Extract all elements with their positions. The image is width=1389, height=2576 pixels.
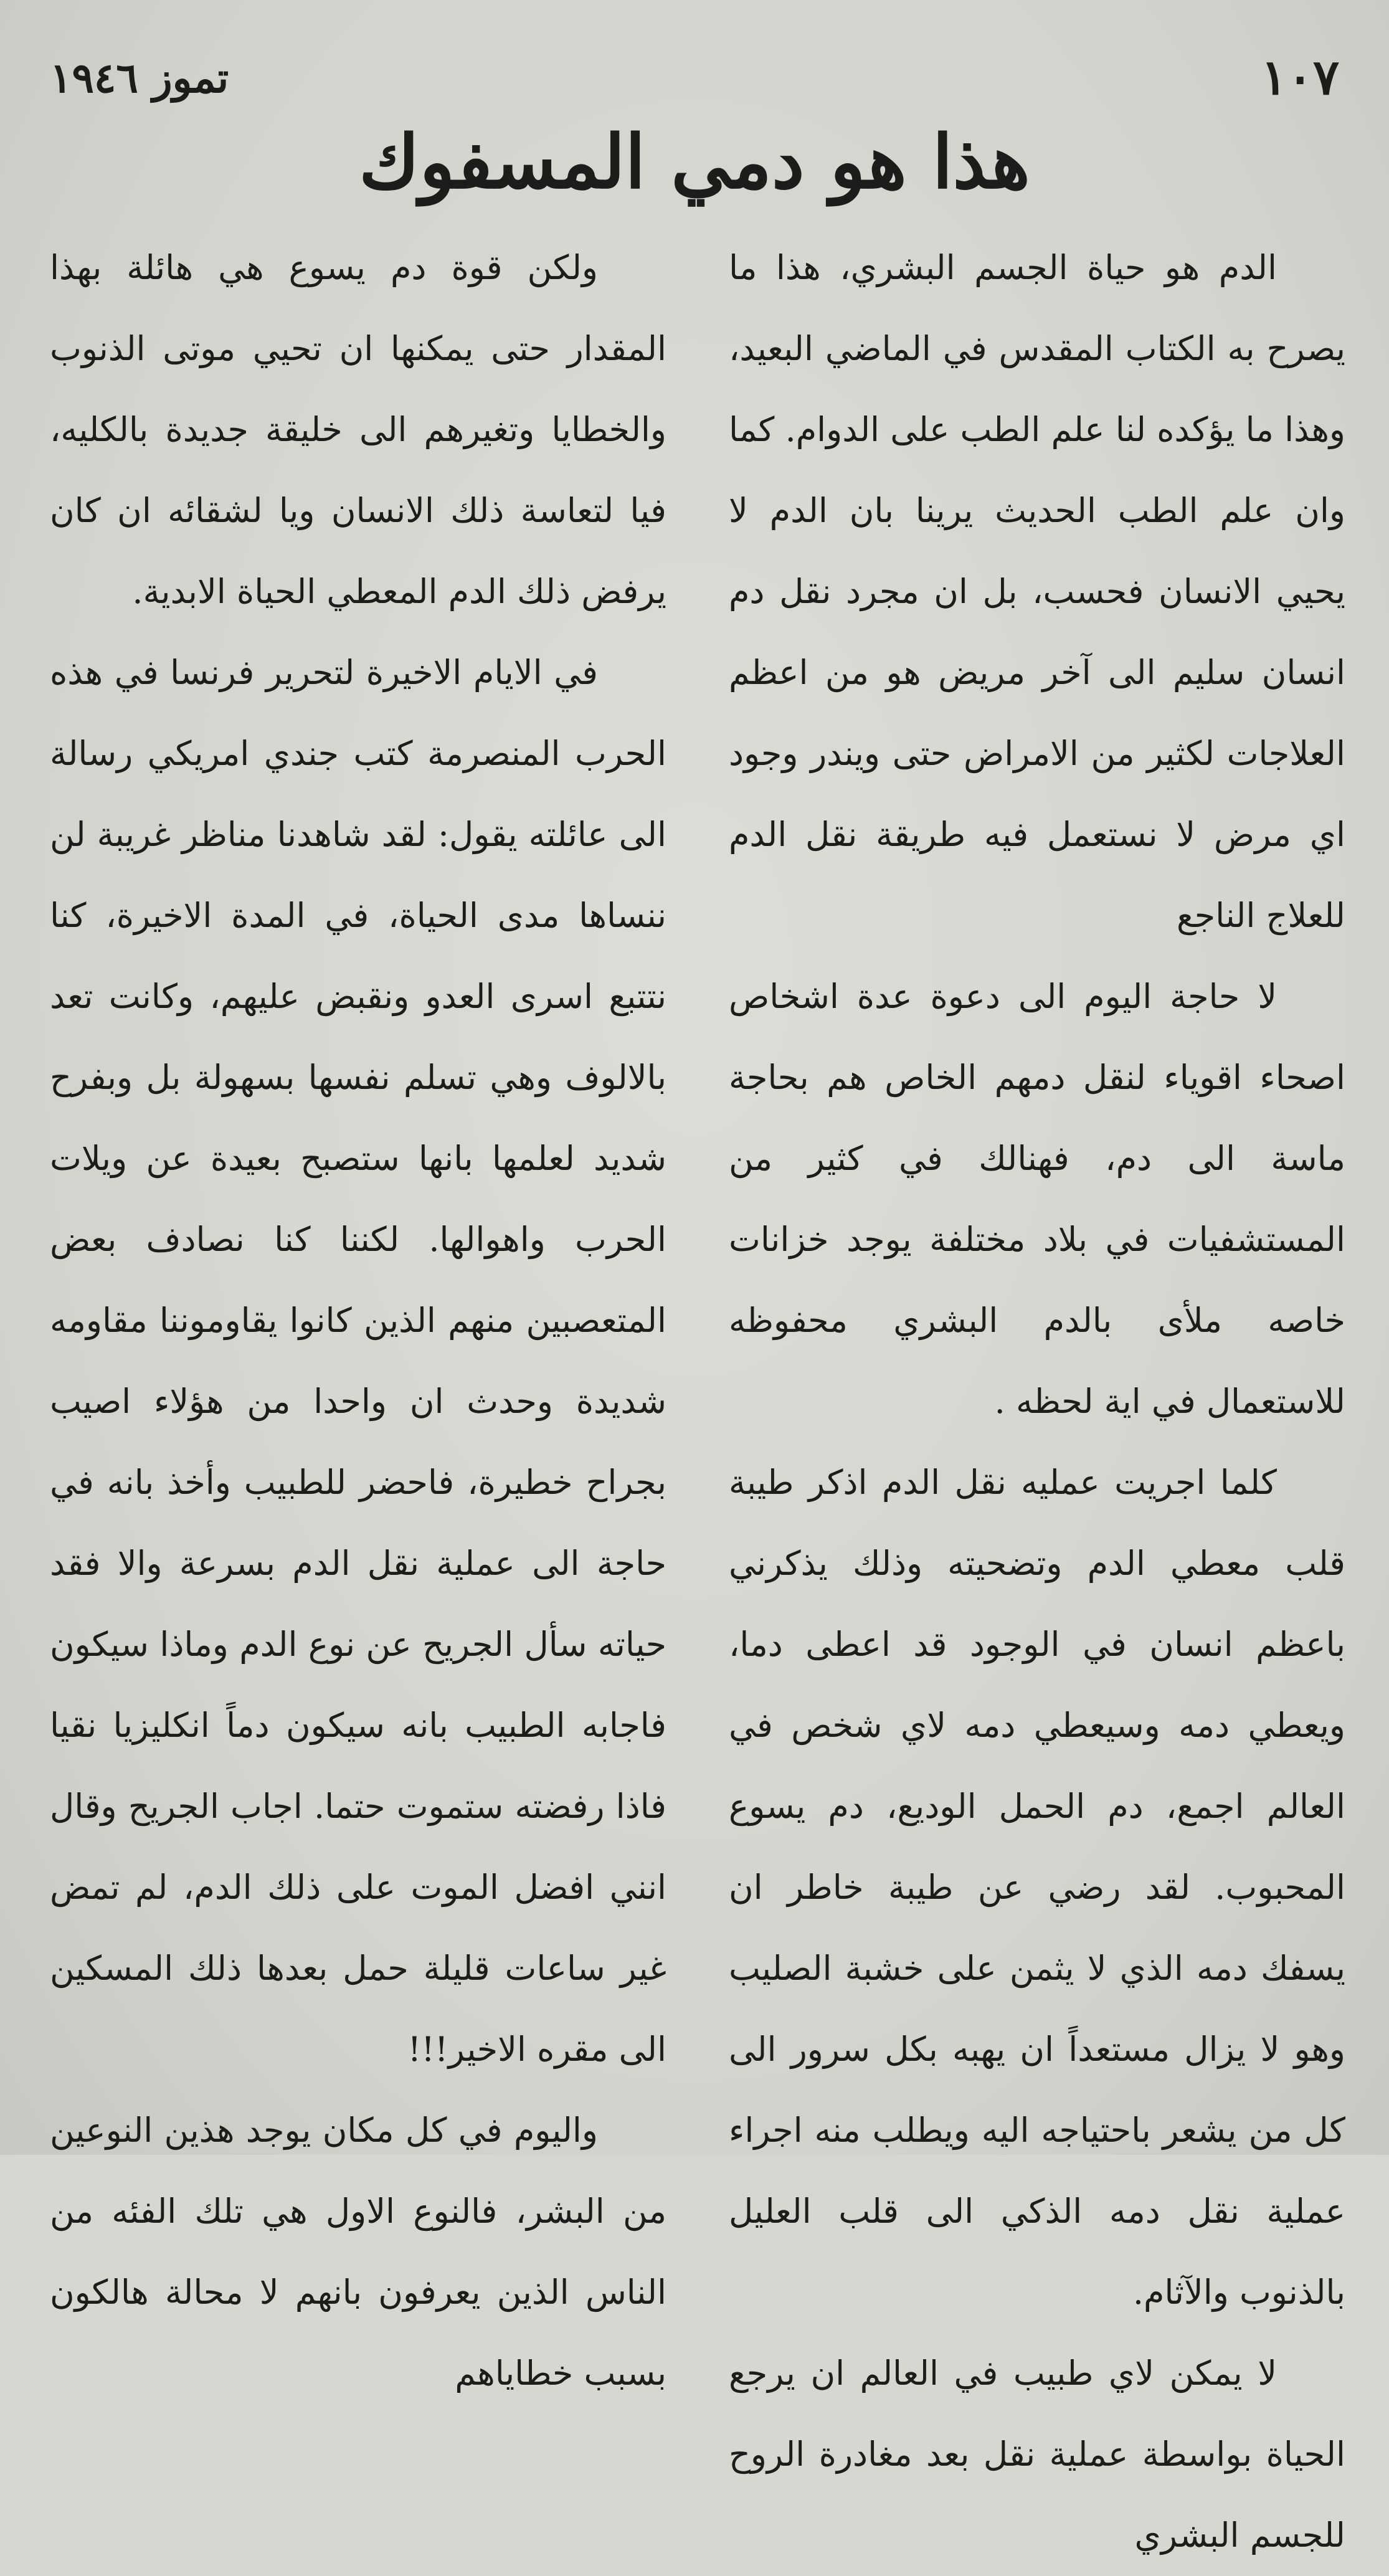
paragraph: الدم هو حياة الجسم البشري، هذا ما يصرح به الكتاب المقدس في الماضي البعيد، وهذا ما يؤكده لنا علم الطب على الدوام. كما وان علم الطب الحديث يرينا بان الدم لا يحيي الانسان فحسب، بل ان مجرد نقل دم انسان سليم الى آخر مريض هو من اعظم العلاجات لكثير من الامراض حتى ويندر وجود اي مرض لا نستعمل فيه طريقة نقل الدم للعلاج الناجع	[729, 248, 1345, 935]
left-column	[50, 227, 666, 2393]
issue-date: تموز ١٩٤٦	[50, 54, 229, 102]
page-number: ١٠٧	[1261, 49, 1339, 106]
paragraph: لا حاجة اليوم الى دعوة عدة اشخاص اصحاء اقوياء لنقل دمهم الخاص هم بحاجة ماسة الى دم، فهنالك في كثير من المستشفيات في بلاد مختلفة يوجد خزانات خاصه ملأى بالدم البشري محفوظه للاستعمال في اية لحظه .	[729, 977, 1345, 1421]
paragraph: كلما اجريت عمليه نقل الدم اذكر طيبة قلب معطي الدم وتضحيته وذلك يذكرني باعظم انسان في الوجود قد اعطى دما، ويعطي دمه وسيعطي دمه لاي شخص في العالم اجمع، دم الحمل الوديع، دم يسوع المحبوب. لقد رضي عن طيبة خاطر ان يسفك دمه الذي لا يثمن على خشبة الصليب وهو لا يزال مستعداً ان يهبه بكل سرور الى كل من يشعر باحتياجه اليه ويطلب منه اجراء عملية نقل دمه الذكي الى قلب العليل بالذنوب والآثام.	[729, 1463, 1345, 2312]
page-header	[50, 44, 1339, 112]
paragraph: واليوم في كل مكان يوجد هذين النوعين من البشر، فالنوع الاول هي تلك الفئه من الناس الذين يعرفون بانهم لا محالة هالكون بسبب خطاياهم	[50, 2111, 666, 2393]
paragraph: ولكن قوة دم يسوع هي هائلة بهذا المقدار حتى يمكنها ان تحيي موتى الذنوب والخطايا وتغيرهم الى خليقة جديدة بالكليه، فيا لتعاسة ذلك الانسان ويا لشقائه ان كان يرفض ذلك الدم المعطي الحياة الابدية.	[50, 248, 666, 611]
right-column	[729, 227, 1345, 2555]
paragraph: في الايام الاخيرة لتحرير فرنسا في هذه الحرب المنصرمة كتب جندي امريكي رسالة الى عائلته يقول: لقد شاهدنا مناظر غريبة لن ننساها مدى الحياة، في المدة الاخيرة، كنا نتتبع اسرى العدو ونقبض عليهم، وكانت تعد بالالوف وهي تسلم نفسها بسهولة بل وبفرح شديد لعلمها بانها ستصبح بعيدة عن ويلات الحرب واهوالها. لكننا كنا نصادف بعض المتعصبين منهم الذين كانوا يقاوموننا مقاومه شديدة وحدث ان واحدا من هؤلاء اصيب بجراح خطيرة، فاحضر للطبيب وأخذ بانه في حاجة الى عملية نقل الدم بسرعة والا فقد حياته سأل الجريح عن نوع الدم وماذا سيكون فاجابه الطبيب بانه سيكون دماً انكليزيا نقيا فاذا رفضته ستموت حتما. اجاب الجريح وقال انني افضل الموت على ذلك الدم، لم تمض غير ساعات قليلة حمل بعدها ذلك المسكين الى مقره الاخير!!!	[50, 653, 666, 2069]
article-body	[50, 227, 1345, 2555]
article-title: هذا هو دمي المسفوك	[359, 118, 1030, 205]
paragraph: لا يمكن لاي طبيب في العالم ان يرجع الحياة بواسطة عملية نقل بعد مغادرة الروح للجسم البشري	[729, 2354, 1345, 2555]
